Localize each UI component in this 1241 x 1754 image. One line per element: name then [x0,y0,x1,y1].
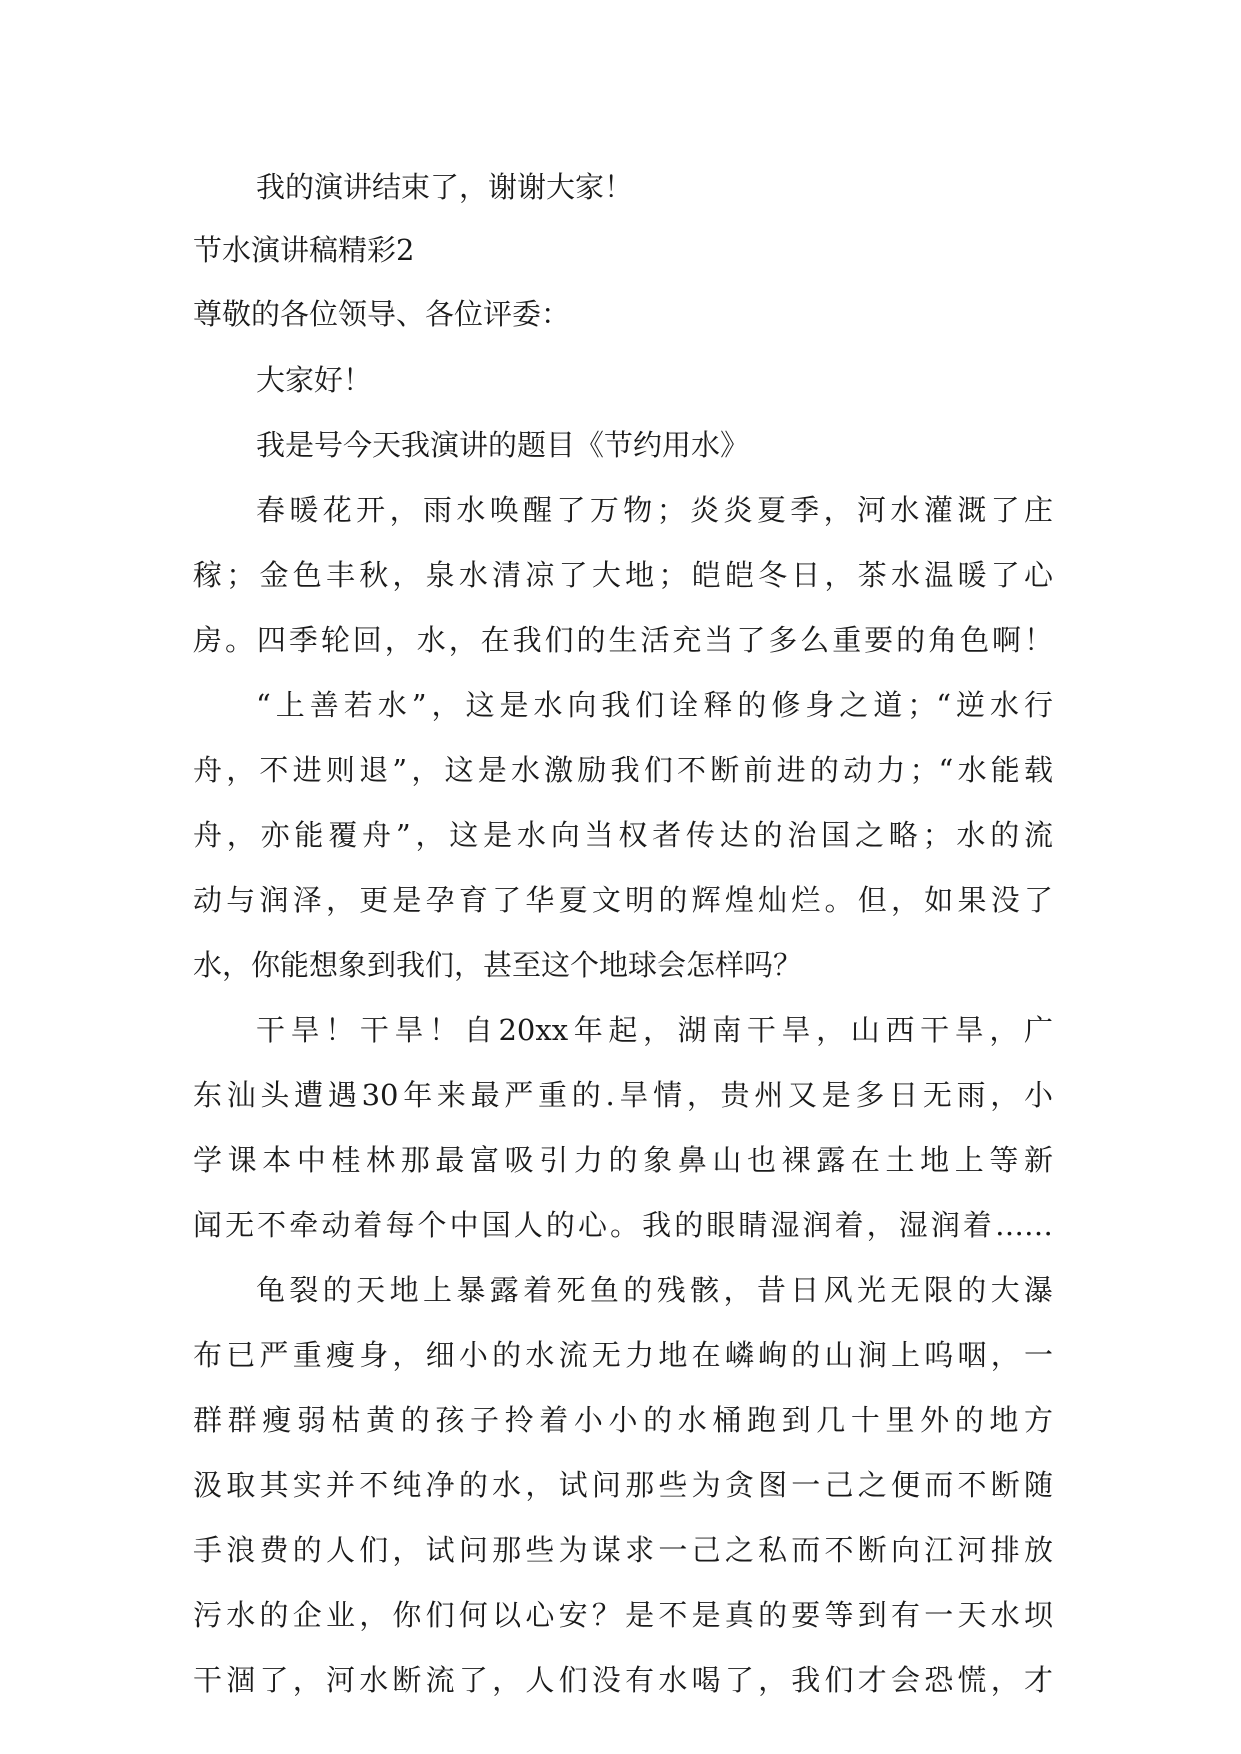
paragraph-line: 污水的企业，你们何以心安？是不是真的要等到有一天水坝 [193,1598,1053,1632]
paragraph-line: 干旱！干旱！自20xx年起，湖南干旱，山西干旱，广 [256,1013,1053,1047]
paragraph-line: 群群瘦弱枯黄的孩子拎着小小的水桶跑到几十里外的地方 [193,1403,1053,1437]
paragraph-line: 闻无不牵动着每个中国人的心。我的眼睛湿润着，湿润着…… [193,1208,1053,1242]
speech-topic-line: 我是号今天我演讲的题目《节约用水》 [256,428,750,462]
paragraph-line: 春暖花开，雨水唤醒了万物；炎炎夏季，河水灌溉了庄 [256,493,1053,527]
paragraph-line: 动与润泽，更是孕育了华夏文明的辉煌灿烂。但，如果没了 [193,883,1053,917]
paragraph-line: “上善若水”，这是水向我们诠释的修身之道；“逆水行 [256,688,1053,722]
paragraph-line: 东汕头遭遇30年来最严重的.旱情，贵州又是多日无雨，小 [193,1078,1053,1112]
greeting: 大家好！ [256,363,373,397]
closing-line: 我的演讲结束了，谢谢大家！ [256,170,634,204]
section-title: 节水演讲稿精彩2 [193,233,415,267]
paragraph-line: 学课本中桂林那最富吸引力的象鼻山也裸露在土地上等新 [193,1143,1053,1177]
paragraph-line: 手浪费的人们，试问那些为谋求一己之私而不断向江河排放 [193,1533,1053,1567]
paragraph-line: 舟，亦能覆舟”，这是水向当权者传达的治国之略；水的流 [193,818,1053,852]
paragraph-line: 干涸了，河水断流了，人们没有水喝了，我们才会恐慌，才 [193,1663,1053,1697]
salutation: 尊敬的各位领导、各位评委： [193,297,571,331]
paragraph-line: 舟，不进则退”，这是水激励我们不断前进的动力；“水能载 [193,753,1053,787]
paragraph-line: 龟裂的天地上暴露着死鱼的残骸，昔日风光无限的大瀑 [256,1273,1053,1307]
paragraph-line: 稼；金色丰秋，泉水清凉了大地；皑皑冬日，茶水温暖了心 [193,558,1053,592]
paragraph-line: 布已严重瘦身，细小的水流无力地在嶙峋的山涧上呜咽，一 [193,1338,1053,1372]
paragraph-line: 水，你能想象到我们，甚至这个地球会怎样吗？ [193,948,803,982]
paragraph-line: 房。四季轮回，水，在我们的生活充当了多么重要的角色啊！ [193,623,1053,657]
paragraph-line: 汲取其实并不纯净的水，试问那些为贪图一己之便而不断随 [193,1468,1053,1502]
